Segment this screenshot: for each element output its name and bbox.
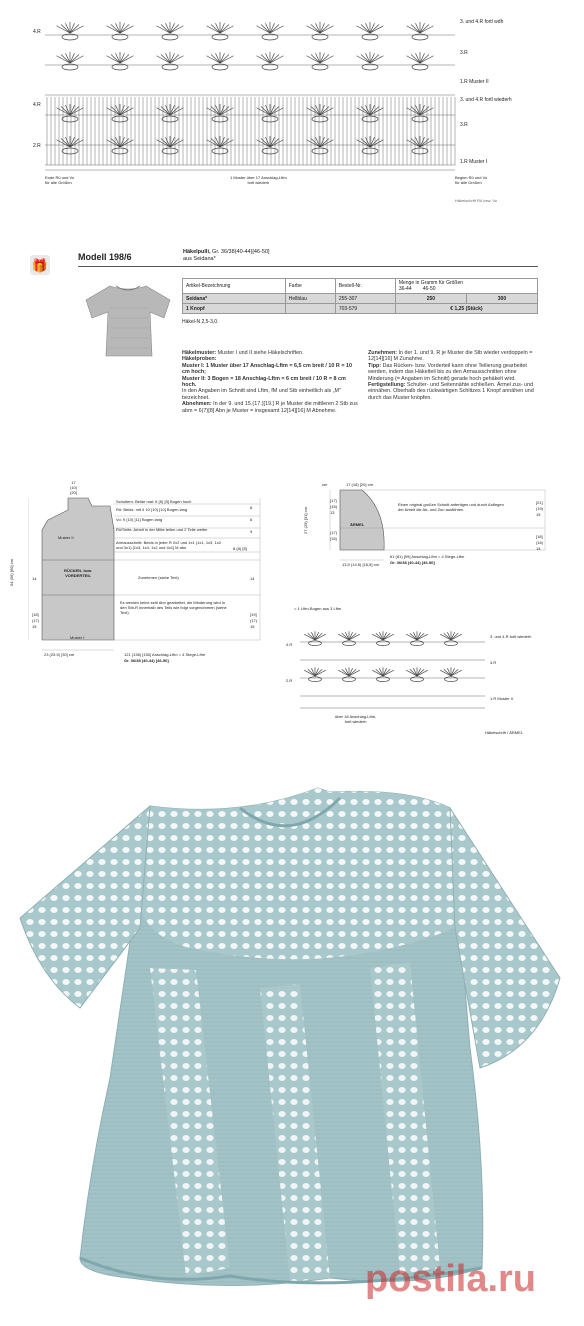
instr-par: [368, 350, 538, 363]
bottom-size: Gr. 36/38 (40-44) [46-50]: [124, 658, 169, 663]
instr-text: In der 1. und 9. R je Muster die Stb wieder verdoppeln = 12[14][16] M Zunahme.: [368, 350, 533, 363]
schema-note: Zunehmen (siehe Text): [138, 575, 179, 580]
row-right-label: 1.R Muster II: [490, 696, 513, 701]
product-thumbnail: [80, 278, 176, 360]
instr-bold: Abnehmen:: [182, 401, 212, 408]
table-cell: € 1,25 (Stück): [395, 304, 537, 314]
table-cell: [285, 304, 335, 314]
row-right-label: 1.R Muster II: [460, 79, 489, 85]
instr-par: [368, 382, 538, 401]
row-right-label: 3.R: [460, 50, 468, 56]
instr-par: [368, 363, 538, 382]
gift-icon[interactable]: 🎁: [30, 255, 50, 275]
instr-text: In den Angaben im Schnitt sind Lftm, fM und Stb einheitlich als „M" bezeichnet.: [182, 388, 341, 401]
bottom-stitches: 121 (136) [150] Anschlag-Lftm = 4 Stege-Lftm: [124, 652, 206, 657]
instr-text: Schulter- und Seitennähte schließen. Ärmel zus- und einnähen. Oberhalb des rückwärtigen Schlitzes 1 Knopf annähen und durch das Muster knöpfen.: [368, 382, 534, 401]
instr-par: [182, 401, 358, 414]
crochet-chart-top: [25, 5, 550, 215]
sleeve-left-dim: (15): [330, 504, 338, 509]
sleeve-top-dims: 17 (18) [20] cm: [346, 482, 373, 487]
schema-note: Armausschnitt: Beids in jeder R 2x2 und 1x1 (1x1, 1x3, 1x2 und 3x1) [1x3, 1x4, 1x2 und 4x1] M abn: [116, 540, 221, 550]
instr-par: [182, 363, 358, 376]
watermark: postila.ru: [365, 1258, 537, 1300]
th-amount-label: Menge in Gramm für Größen: [398, 280, 464, 286]
sleeve-side-dim: [15]: [330, 536, 337, 541]
schema-note: Rü: Beids. mit 4 10 (10) [10] Bogen lang: [116, 507, 188, 512]
chart-bottom-svg: [280, 600, 565, 740]
side-height: 15: [250, 624, 255, 629]
model-title: Modell 198/6: [78, 252, 132, 262]
row-label: 2.R: [33, 143, 41, 149]
sleeve-note: Einen original großen Schnitt anfertigen und durch Auflegen der Arbeit die Ab- und Zun ausführen: [398, 502, 504, 512]
bottom-dim: 23 (25.5) [30] cm: [44, 652, 75, 657]
row-right-label: 3.R: [490, 660, 497, 665]
row-label: 4.R: [286, 642, 293, 647]
sleeve-height: (19): [536, 506, 544, 511]
panel-label: RÜCKEN- bzw. VORDERTEIL: [63, 568, 93, 578]
body-schema: [8, 480, 278, 670]
side-height: 6: [250, 517, 253, 522]
instr-bold: Tipp:: [368, 362, 382, 369]
th-article: Artikel-Bezeichnung: [183, 279, 286, 294]
sleeve-left-dim: [17]: [330, 498, 337, 503]
top-dims: [70, 480, 77, 495]
table-cell: 250: [395, 294, 466, 304]
left-height: (17): [32, 618, 40, 623]
instr-bold: Muster I: 1 Muster über 17 Anschlag-Lftm = 6,5 cm breit / 10 R = 10 cm hoch;: [182, 362, 352, 376]
crochet-chart-bottom: [280, 600, 565, 740]
chart-end-note: Ende Rü und Vo für alle Größen: [45, 175, 75, 185]
th-order: Bestell-Nr.: [335, 279, 395, 294]
model-sizes: Gr. 36/38(40-44)[46-50]: [212, 249, 270, 255]
left-height: [18]: [32, 612, 39, 617]
sleeve-cm: cm: [322, 482, 328, 487]
chart-begin-note: Beginn Rü und Vo für alle Größen: [455, 175, 488, 185]
instr-bold: Muster II: 3 Bogen = 18 Anschlag-Lftm = 6 cm breit / 10 R = 8 cm hoch.: [182, 375, 346, 389]
sleeve-height: [18]: [536, 534, 543, 539]
sleeve-left-dim: 13: [330, 510, 335, 515]
instructions-col1: [182, 350, 358, 414]
side-height: 9: [250, 529, 253, 534]
sleeve-height: 15: [536, 512, 541, 517]
instr-bold: Zunehmen:: [368, 350, 398, 356]
label-muster1: Muster I: [70, 635, 85, 640]
instr-par: [182, 376, 358, 389]
dim-top: 17: [71, 480, 76, 485]
sleeve-height: 14: [536, 546, 541, 551]
dim-top: [20]: [70, 490, 77, 495]
table-cell: 703-579: [335, 304, 395, 314]
sleeve-bottom-dim: 13,5 (14,5) [16,5] cm: [342, 562, 379, 567]
row-label: 4.R: [33, 102, 41, 108]
sleeve-side-dim: (17): [330, 530, 338, 535]
left-height: 15: [32, 624, 37, 629]
schema-note: Schultern: Beide mal: 5 (5) [5] Bogen hoch: [116, 499, 192, 504]
article-table: [182, 278, 538, 314]
sweater-photo: [0, 748, 584, 1321]
sweater-illustration: [0, 748, 584, 1321]
table-cell: Seidana*: [183, 294, 286, 304]
chart-legend: = 1 Lftm-Bogen aus 3 Lftm: [294, 606, 342, 611]
instr-par: [182, 388, 358, 401]
instr-text: Muster I und II siehe Häkelschriften.: [216, 350, 304, 356]
side-height: 14: [250, 576, 255, 581]
sleeve-height: (16): [536, 540, 544, 545]
schema-note: Rü/Seite: Arbeit in der Mitte teilen und 2 Teile weiter: [116, 527, 208, 532]
model-subtitle: [183, 249, 270, 263]
row-right-label: 3.R: [460, 122, 468, 128]
instr-bold: Fertigstellung:: [368, 382, 406, 389]
table-cell: 255-307: [335, 294, 395, 304]
chart-repeat-note: 1 Muster über 17 Anschlag-Lftm fortl wiederh: [230, 175, 287, 185]
row-right-label: 3. und 4.R fortl wiederh: [490, 634, 532, 639]
table-cell: Hellblau: [285, 294, 335, 304]
vertical-dim: 54 (56) [60] cm: [8, 559, 14, 586]
instr-text: Das Rücken- bzw. Vorderteil kann ohne Teilierung gearbeitet werden, indem das Häkelteil bis zu den Armausschnitten ohne Minderung (= Angaben im Schnitt) gerade hoch gehäkelt wird.: [368, 362, 527, 382]
row-label: 4.R: [33, 29, 41, 35]
divider: [78, 266, 538, 267]
row-label: 2.R: [286, 678, 293, 683]
instr-bold: Häkelproben:: [182, 356, 217, 363]
row-right-label: 1.R Muster I: [460, 159, 488, 165]
size-b: 46-50: [422, 286, 436, 292]
sleeve-vertical-dim: 27 (29) [31] cm: [302, 507, 308, 534]
side-height: (17): [250, 618, 258, 623]
side-height: [19]: [250, 612, 257, 617]
th-amount: [395, 279, 537, 294]
sleeve-height: [21]: [536, 500, 543, 505]
row-right-label: 3. und 4.R fortl wdh: [460, 19, 504, 25]
schema-note: Es werden keine seitl Abn gearbeitet, die Minderung wird in den Stb-R innerhalb des Teils wie folgt vorgenommen (siehe Text): [120, 600, 227, 615]
chart-bottom-repeat: über 18 Anschlag-Lftm, fortl wiederh: [335, 714, 377, 724]
model-section: [78, 246, 538, 476]
size-a: 36-44: [398, 286, 412, 292]
side-height: 8 (8) [8]: [233, 546, 247, 551]
left-height: 14: [32, 576, 37, 581]
row-right-label: 3. und 4.R fortl wiederh: [460, 97, 512, 103]
instr-text: In der 9. und 15.(17.)[19.] R je Muster die mittleren 2 Stb zus abm = 6(7)[8] Abn je Muster = insgesamt 12[14][16] M Abnehme.: [182, 401, 358, 414]
th-color: Farbe: [285, 279, 335, 294]
instr-bold: Häkelmuster:: [182, 350, 217, 356]
model-type: Häkelpulli,: [183, 249, 211, 255]
side-height: 8: [250, 505, 253, 510]
schema-note: Vo: 9 (10) [11] Bogen lang: [116, 517, 163, 522]
sleeve-bottom-stitches: 61 (81) [99] Anschlag-Lftm = 4 Stege-Lftm: [390, 554, 465, 559]
table-cell: 1 Knopf: [183, 304, 286, 314]
sleeve-label: ÄRMEL: [350, 522, 365, 527]
sleeve-bottom-size: Gr. 36/38 (40-44) [46-50]: [390, 560, 435, 565]
dim-top: (10): [70, 485, 78, 490]
hook-size: Häkel-N 2,5-3,0.: [182, 319, 219, 325]
label-muster2: Muster II: [58, 535, 74, 540]
sleeve-schema-svg: [300, 480, 555, 595]
sleeve-schema: [300, 480, 555, 595]
chart-bottom-caption: Häkelschrift / ÄRMEL: [485, 730, 524, 735]
instructions-col2: [368, 350, 538, 401]
chart-caption: Häkelschrift Rü bzw. Vo: [455, 198, 498, 203]
model-yarn: aus Seidana*: [183, 256, 216, 262]
table-cell: 300: [466, 294, 537, 304]
